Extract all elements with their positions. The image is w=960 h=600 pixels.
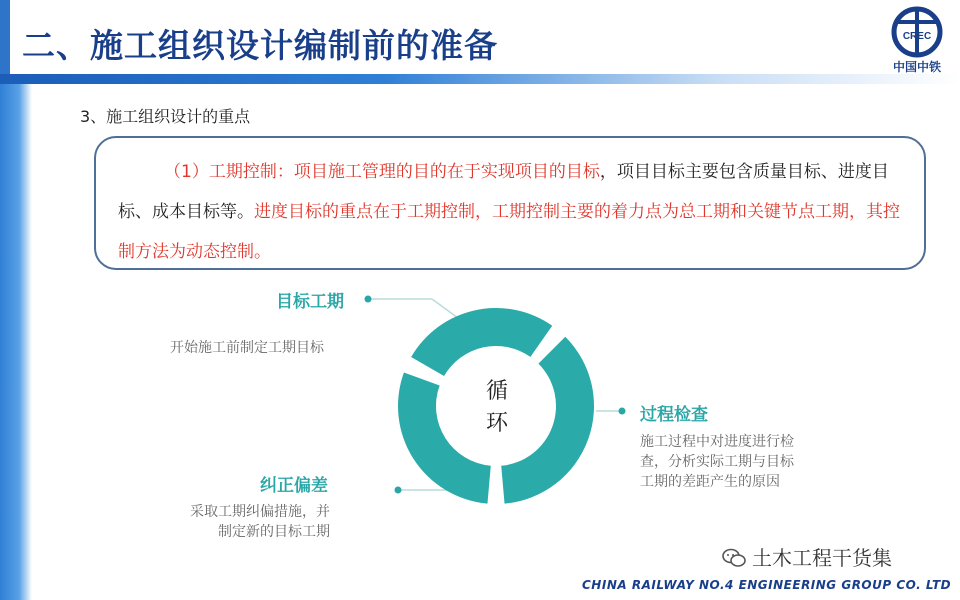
callout-red-text-2: 进度目标的重点在于工期控制，工期控制主要的着力点为总工期和关键节点工期，其控制方法为动态控制。 [118,202,900,262]
crec-logo [884,6,950,74]
process-check-desc [640,432,794,492]
cycle-center-text [472,376,522,440]
target-period-desc: 开始施工前制定工期目标 [170,340,324,356]
process-check-desc-line: 查，分析实际工期与目标 [640,454,794,470]
header-accent [0,0,10,78]
logo-brand-text: 中国中铁 [892,60,941,74]
section-title: 3、施工组织设计的重点 [80,107,251,126]
callout-red-text-1: 项目施工管理的目的在于实现项目的目标 [293,162,600,182]
header [0,0,960,78]
crec-emblem-icon [884,6,950,58]
cycle-center-line-2: 环 [485,411,508,436]
correct-deviation-title: 纠正偏差 [260,476,328,496]
correct-deviation-desc-line: 采取工期纠偏措施，并 [190,504,330,520]
ring-segment-target [411,308,552,376]
callout-heading: （1）工期控制： [164,162,294,182]
header-divider-bar [0,74,960,84]
watermark [722,542,892,571]
correct-deviation-desc-line: 制定新的目标工期 [218,524,330,540]
process-check-desc-line: 施工过程中对进度进行检 [640,434,794,450]
target-period-title: 目标工期 [276,292,344,312]
process-check-title: 过程检查 [640,405,708,425]
wechat-icon [722,548,746,568]
logo-emblem-text: CREC [902,31,932,42]
process-check-desc-line: 工期的差距产生的原因 [640,474,780,490]
cycle-center-line-1: 循 [485,379,508,404]
callout-text: ，项目目标主要包含质量目标、进度目标、成本目标等。 [118,162,889,222]
company-name: CHINA RAILWAY NO.4 ENGINEERING GROUP CO. LTD [582,578,952,592]
key-point-callout [94,136,926,270]
watermark-text: 土木工程干货集 [752,546,892,570]
correct-deviation-desc [150,502,330,542]
page-title: 二、施工组织设计编制前的准备 [22,26,498,65]
left-accent-stripe [0,84,32,600]
